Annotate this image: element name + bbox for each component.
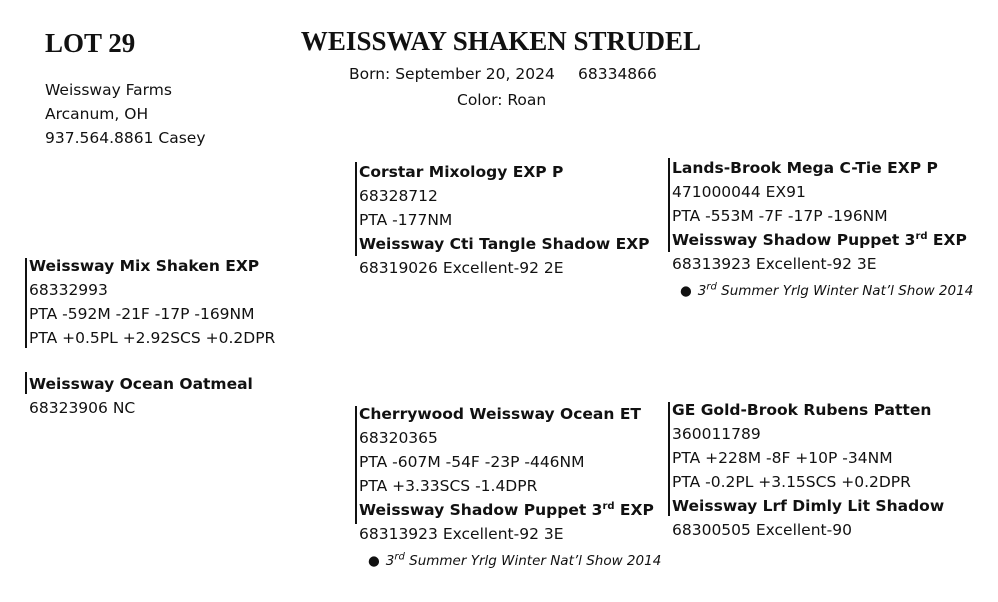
sire-pta-health: PTA +0.5PL +2.92SCS +0.2DPR bbox=[29, 329, 276, 347]
dam-sire-name: Cherrywood Weissway Ocean ET bbox=[359, 405, 641, 423]
dam-sire-block bbox=[359, 402, 654, 546]
dss-name: GE Gold-Brook Rubens Patten bbox=[672, 401, 932, 419]
sire-bracket bbox=[25, 258, 27, 348]
dss-bracket bbox=[668, 402, 670, 516]
dam-dam-show-note: ● 3rd Summer Yrlg Winter Nat’l Show 2014 bbox=[368, 551, 662, 569]
breeder-farm: Weissway Farms bbox=[45, 81, 172, 99]
ssd-name: Weissway Shadow Puppet 3rd EXP bbox=[672, 230, 967, 249]
ssd-show-note: ● 3rd Summer Yrlg Winter Nat’l Show 2014 bbox=[680, 281, 974, 299]
dam-sire-pta-health: PTA +3.33SCS -1.4DPR bbox=[359, 477, 538, 495]
dss-pta-production: PTA +228M -8F +10P -34NM bbox=[672, 449, 893, 467]
dss-reg: 360011789 bbox=[672, 425, 761, 443]
sss-reg: 471000044 EX91 bbox=[672, 183, 806, 201]
breeder-phone: 937.564.8861 Casey bbox=[45, 129, 206, 147]
dss-block bbox=[672, 398, 944, 542]
birth-date: Born: September 20, 2024 bbox=[349, 65, 555, 83]
bullet-icon: ● bbox=[680, 283, 692, 299]
sss-pta: PTA -553M -7F -17P -196NM bbox=[672, 207, 888, 225]
sss-bracket bbox=[668, 158, 670, 252]
sire-name: Weissway Mix Shaken EXP bbox=[29, 257, 260, 275]
sire-sire-reg: 68328712 bbox=[359, 187, 438, 205]
dam-reg: 68323906 NC bbox=[29, 399, 136, 417]
dam-sire-bracket bbox=[355, 406, 357, 524]
dsd-name: Weissway Lrf Dimly Lit Shadow bbox=[672, 497, 945, 515]
sss-block bbox=[672, 156, 967, 276]
lot-number: LOT 29 bbox=[45, 28, 136, 58]
breeder-info bbox=[45, 78, 206, 150]
dam-block bbox=[29, 372, 253, 420]
sire-sire-bracket bbox=[355, 162, 357, 256]
sire-dam-name: Weissway Cti Tangle Shadow EXP bbox=[359, 235, 650, 253]
sire-dam-reg: 68319026 Excellent-92 2E bbox=[359, 259, 564, 277]
sss-name: Lands-Brook Mega C-Tie EXP P bbox=[672, 159, 938, 177]
sire-pta-production: PTA -592M -21F -17P -169NM bbox=[29, 305, 255, 323]
sire-sire-block bbox=[359, 160, 650, 280]
breeder-location: Arcanum, OH bbox=[45, 105, 149, 123]
dam-name: Weissway Ocean Oatmeal bbox=[29, 375, 253, 393]
dss-pta-health: PTA -0.2PL +3.15SCS +0.2DPR bbox=[672, 473, 911, 491]
dam-bracket bbox=[25, 372, 27, 394]
bullet-icon: ● bbox=[368, 553, 380, 569]
registration-number: 68334866 bbox=[578, 65, 657, 83]
ssd-reg: 68313923 Excellent-92 3E bbox=[672, 255, 877, 273]
sire-sire-pta: PTA -177NM bbox=[359, 211, 453, 229]
dam-dam-reg: 68313923 Excellent-92 3E bbox=[359, 525, 564, 543]
animal-title: WEISSWAY SHAKEN STRUDEL bbox=[300, 26, 702, 56]
sire-sire-name: Corstar Mixology EXP P bbox=[359, 163, 564, 181]
sire-reg: 68332993 bbox=[29, 281, 108, 299]
dsd-reg: 68300505 Excellent-90 bbox=[672, 521, 852, 539]
dam-sire-pta-production: PTA -607M -54F -23P -446NM bbox=[359, 453, 585, 471]
coat-color: Color: Roan bbox=[457, 91, 547, 109]
sire-block bbox=[29, 254, 275, 350]
dam-dam-name: Weissway Shadow Puppet 3rd EXP bbox=[359, 500, 654, 519]
dam-sire-reg: 68320365 bbox=[359, 429, 438, 447]
